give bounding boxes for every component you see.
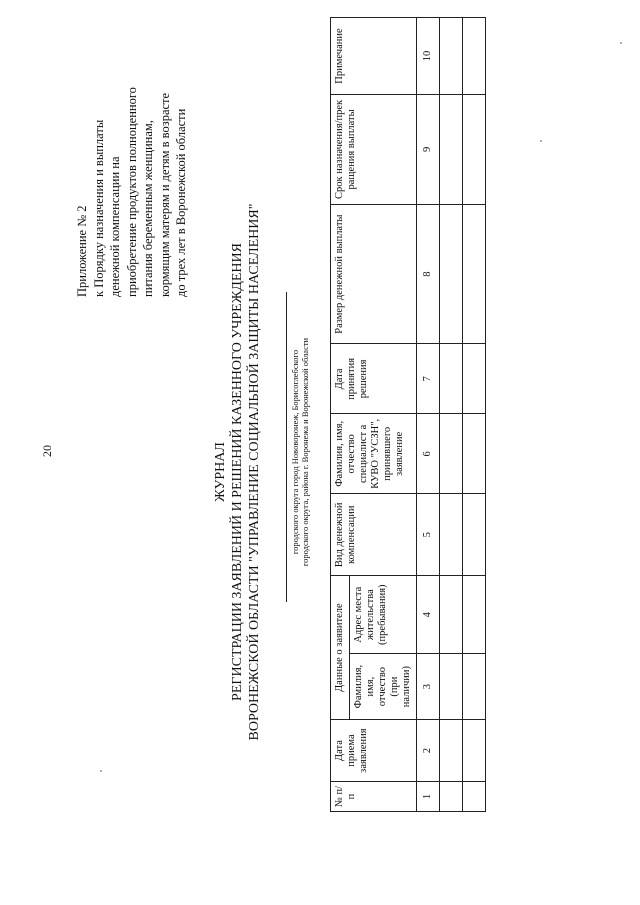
table-cell <box>440 654 463 720</box>
column-number: 8 <box>417 204 440 344</box>
appendix-line: приобретение продуктов полноценного <box>124 87 139 297</box>
header-date-received: Дата приема заявления <box>331 720 417 782</box>
header-applicant-address: Адрес места жительства (пребывания) <box>350 576 417 654</box>
table-cell <box>440 204 463 344</box>
table-cell <box>440 414 463 494</box>
header-compensation-type: Вид денежной компенсации <box>331 494 417 576</box>
scan-speck <box>100 770 102 772</box>
table-cell <box>463 344 486 414</box>
org-line-2: городского округа, района г. Воронежа и Воронежской области <box>300 337 310 567</box>
table-cell <box>463 95 486 205</box>
appendix-line: питания беременным женщинам, <box>141 120 155 297</box>
table-cell <box>440 782 463 812</box>
table-cell <box>440 18 463 95</box>
table-cell <box>440 344 463 414</box>
column-number: 10 <box>417 18 440 95</box>
column-number: 3 <box>417 654 440 720</box>
table-row <box>463 18 486 812</box>
column-number: 5 <box>417 494 440 576</box>
column-number: 4 <box>417 576 440 654</box>
column-number: 2 <box>417 720 440 782</box>
table-cell <box>463 414 486 494</box>
journal-table <box>330 17 486 812</box>
header-row <box>331 18 350 812</box>
scan-speck <box>540 140 542 142</box>
table-cell <box>463 18 486 95</box>
table-row <box>440 18 463 812</box>
journal-title <box>212 112 263 832</box>
table-cell <box>463 204 486 344</box>
column-number: 6 <box>417 414 440 494</box>
appendix-line: денежной компенсации на <box>108 156 122 297</box>
appendix-line: до трех лет в Воронежской области <box>174 108 188 297</box>
appendix-line: Приложение № 2 <box>75 205 89 297</box>
page-number: 20 <box>40 445 54 457</box>
table-cell <box>463 720 486 782</box>
appendix-line: к Порядку назначения и выплаты <box>91 119 106 297</box>
rotated-landscape-sheet <box>40 12 600 872</box>
column-number: 1 <box>417 782 440 812</box>
header-num: № п/п <box>331 782 417 812</box>
scan-speck <box>620 42 622 44</box>
header-payment-period: Срок назначения/прек ращения выплаты <box>331 95 417 205</box>
table-cell <box>463 576 486 654</box>
title-line-2: РЕГИСТРАЦИИ ЗАЯВЛЕНИЙ И РЕШЕНИЙ КАЗЕННОГО УЧРЕЖДЕНИЯ <box>230 243 245 701</box>
column-number: 9 <box>417 95 440 205</box>
header-payment-amount: Размер денежной выплаты <box>331 204 417 344</box>
header-applicant-group: Данные о заявителе <box>331 576 350 720</box>
header-applicant-name: Фамилия, имя, отчество (при наличии) <box>350 654 417 720</box>
column-number-row <box>417 18 440 812</box>
header-note: Примечание <box>331 18 417 95</box>
column-number: 7 <box>417 344 440 414</box>
header-specialist: Фамилия, имя, отчество специалист а КУВО "УСЗН", принявшего заявление <box>331 414 417 494</box>
table-cell <box>463 654 486 720</box>
org-line-1: городского округа город Нововоронеж, Борисоглебского <box>290 349 300 555</box>
title-line-3: ВОРОНЕЖСКОЙ ОБЛАСТИ "УПРАВЛЕНИЕ СОЦИАЛЬНОЙ ЗАЩИТЫ НАСЕЛЕНИЯ" <box>247 203 262 741</box>
header-decision-date: Дата принятия решения <box>331 344 417 414</box>
table-cell <box>440 95 463 205</box>
table-cell <box>440 576 463 654</box>
table-cell <box>440 494 463 576</box>
appendix-note <box>74 7 190 297</box>
table-cell <box>463 782 486 812</box>
org-caption <box>290 252 310 652</box>
title-line-1: ЖУРНАЛ <box>213 442 228 502</box>
table-cell <box>440 720 463 782</box>
org-underline <box>286 292 287 602</box>
table-cell <box>463 494 486 576</box>
appendix-line: кормящим матерям и детям в возрасте <box>157 92 172 297</box>
